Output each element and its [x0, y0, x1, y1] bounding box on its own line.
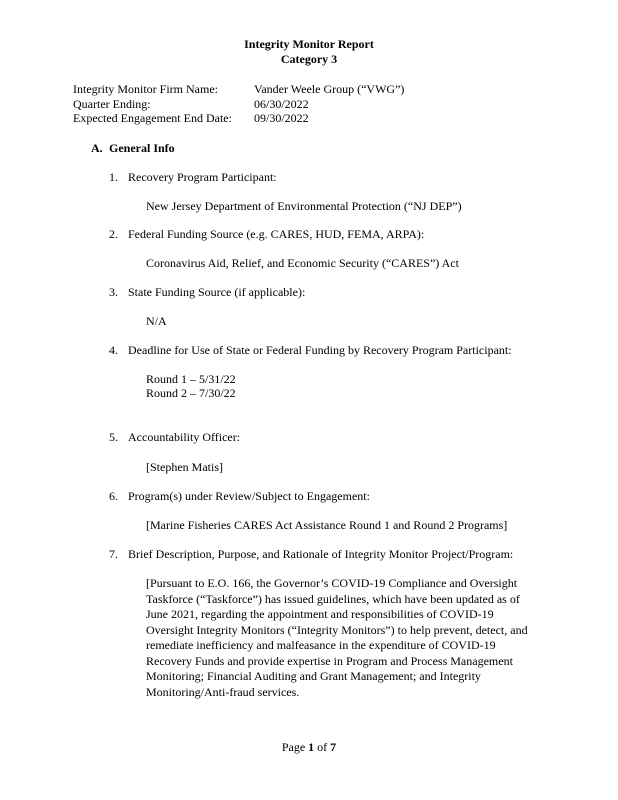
- item-question: Deadline for Use of State or Federal Funding by Recovery Program Participant:: [128, 343, 512, 357]
- report-category: Category 3: [280, 52, 338, 66]
- item-answer: New Jersey Department of Environmental Protection (“NJ DEP”): [146, 199, 462, 213]
- item-number: 4.: [109, 343, 118, 357]
- page-current: 1: [308, 740, 315, 754]
- item-answer-paragraph: [Pursuant to E.O. 166, the Governor’s COVID-19 Compliance and Oversight Taskforce (“Taskforce”) has issued guidelines, which have been updated as of June 2021, regarding the appointment and responsibilities of COVID-19 Oversight Integrity Monitors (“Integrity Monitors”) to help prevent, detect, and remediate inefficiency and malfeasance in the expenditure of COVID-19 Recovery Funds and provide expertise in Program and Process Management Monitoring; Financial Auditing and Grant Management; and Integrity Monitoring/Anti-fraud services.: [146, 576, 528, 699]
- item-question: Recovery Program Participant:: [128, 170, 277, 184]
- page-total: 7: [330, 740, 337, 754]
- item-question: State Funding Source (if applicable):: [128, 285, 306, 299]
- item-answer-line: Round 2 – 7/30/22: [146, 386, 236, 400]
- item-question: Program(s) under Review/Subject to Engagement:: [128, 489, 370, 503]
- page-word: Page: [281, 740, 306, 754]
- item-number: 3.: [109, 285, 118, 299]
- meta-label-firm: Integrity Monitor Firm Name:: [73, 82, 218, 96]
- item-number: 5.: [109, 430, 118, 444]
- item-answer: N/A: [146, 314, 167, 328]
- page-footer: [0, 740, 618, 755]
- report-title: Integrity Monitor Report: [244, 37, 374, 51]
- item-answer: [Marine Fisheries CARES Act Assistance Round 1 and Round 2 Programs]: [146, 518, 508, 532]
- item-question: Accountability Officer:: [128, 430, 241, 444]
- item-question: Federal Funding Source (e.g. CARES, HUD, FEMA, ARPA):: [128, 227, 425, 241]
- item-number: 7.: [109, 547, 118, 561]
- meta-label-quarter: Quarter Ending:: [73, 97, 151, 111]
- item-number: 6.: [109, 489, 118, 503]
- meta-label-end-date: Expected Engagement End Date:: [73, 111, 232, 125]
- item-number: 1.: [109, 170, 118, 184]
- meta-value-firm: Vander Weele Group (“VWG”): [254, 82, 405, 96]
- item-question: Brief Description, Purpose, and Rationale of Integrity Monitor Project/Program:: [128, 547, 514, 561]
- section-title: General Info: [109, 141, 175, 155]
- item-answer: Coronavirus Aid, Relief, and Economic Security (“CARES”) Act: [146, 256, 459, 270]
- item-answer-line: Round 1 – 5/31/22: [146, 372, 236, 386]
- meta-value-quarter: 06/30/2022: [254, 97, 309, 111]
- section-letter: A.: [91, 141, 103, 155]
- of-word: of: [317, 740, 328, 754]
- item-number: 2.: [109, 227, 118, 241]
- meta-value-end-date: 09/30/2022: [254, 111, 309, 125]
- item-answer: [Stephen Matis]: [146, 460, 223, 474]
